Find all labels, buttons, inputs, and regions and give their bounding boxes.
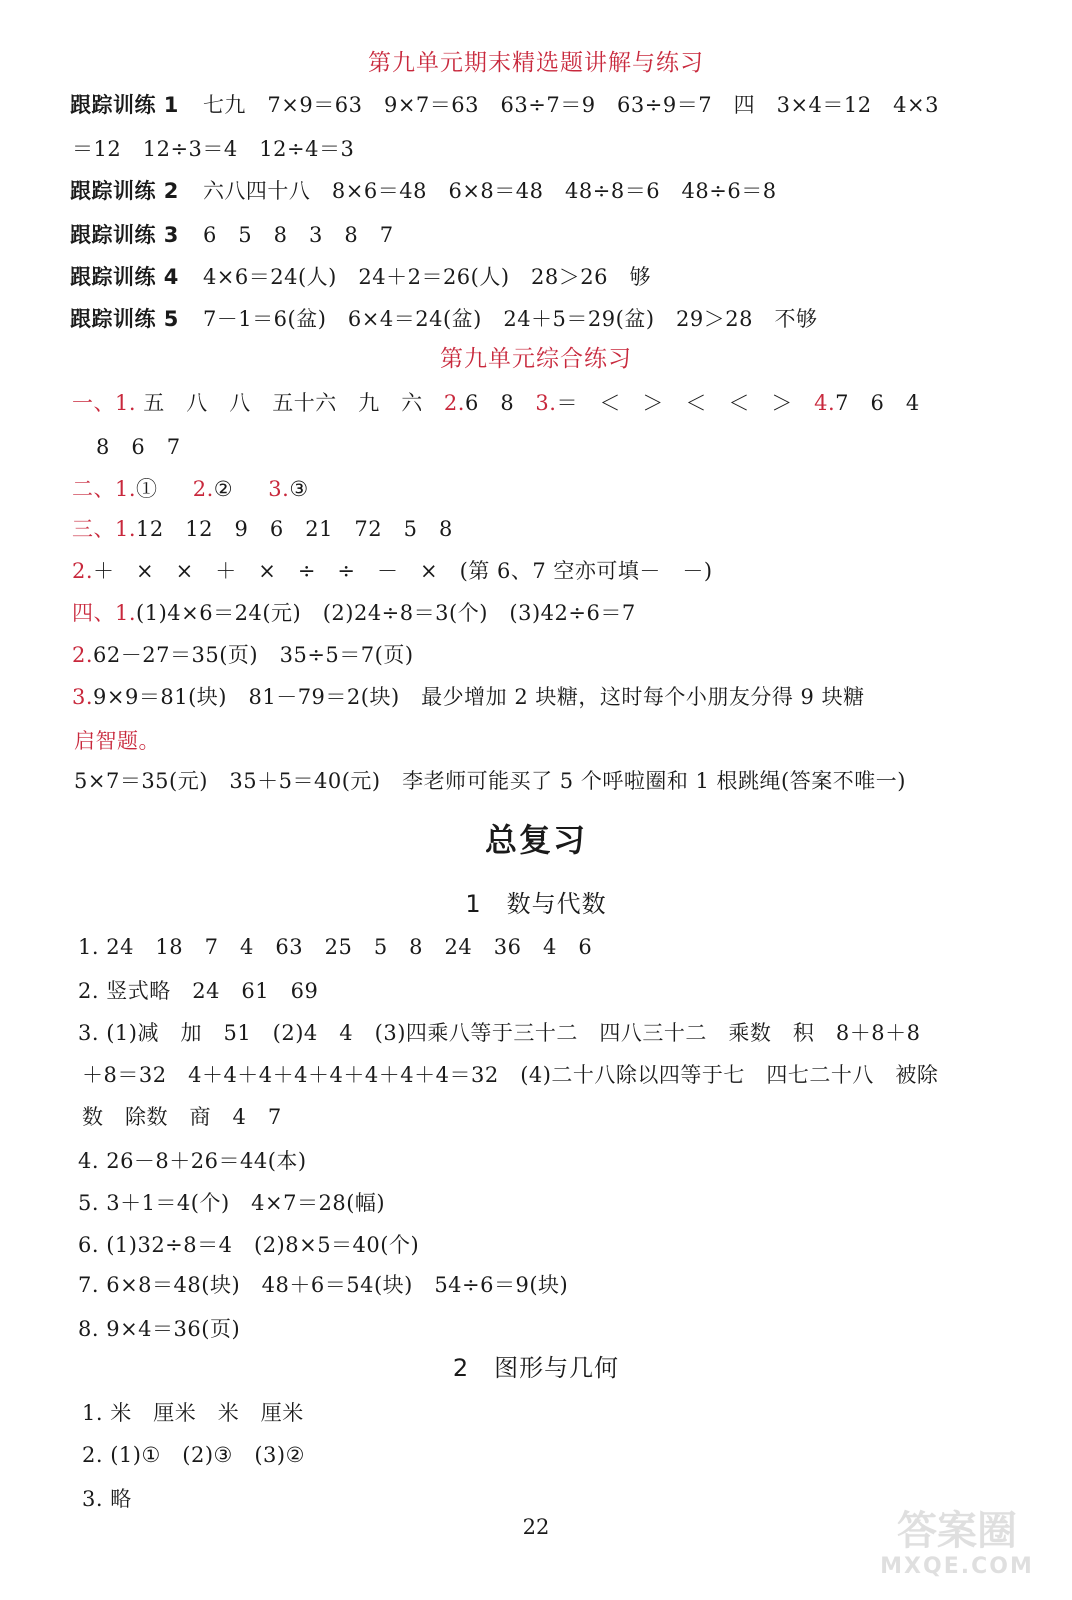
review-part2-title: 2 图形与几何 <box>452 1354 620 1382</box>
watermark <box>862 1508 1052 1588</box>
line-track-1-cont <box>72 134 354 164</box>
line-q1-cont <box>96 432 181 462</box>
bonus-label: 启智题。 <box>74 729 160 753</box>
text-track-1: 七九 7×9＝63 9×7＝63 63÷7＝9 63÷9＝7 四 3×4＝12 4×3 <box>202 93 939 117</box>
line-q4-2 <box>72 640 414 670</box>
q1-marker-2: 2. <box>443 391 465 415</box>
q3-answer-2: ＋ × × ＋ × ÷ ÷ － × (第 6、7 空亦可填－ －) <box>93 559 713 583</box>
label-track-1: 跟踪训练 1 <box>70 93 179 117</box>
review1-line-5: 5. 3＋1＝4(个) 4×7＝28(幅) <box>78 1191 386 1215</box>
review2-line-2: 2. (1)① (2)③ (3)② <box>82 1443 305 1467</box>
q3-marker-2: 2. <box>72 559 94 583</box>
q2-answer-2: ② <box>213 477 234 501</box>
q2-marker-2: 2. <box>192 477 214 501</box>
q3-answer-1: 12 12 9 6 21 72 5 8 <box>136 517 453 541</box>
q1-marker-3: 3. <box>535 391 557 415</box>
line-q1 <box>72 388 920 418</box>
q1-answer-4-cont: 8 6 7 <box>96 435 181 459</box>
q1-marker-4: 4. <box>814 391 836 415</box>
q1-answer-2: 6 8 <box>464 391 515 415</box>
q2-marker: 二、1. <box>72 477 137 501</box>
q2-answer-3: ③ <box>289 477 309 501</box>
page-number: 22 <box>522 1515 550 1539</box>
q4-answer-2: 62－27＝35(页) 35÷5＝7(页) <box>93 643 414 667</box>
line-q4 <box>72 598 636 628</box>
section-title-unit9-practice: 第九单元综合练习 <box>440 346 632 372</box>
review1-line-1: 1. 24 18 7 4 63 25 5 8 24 36 4 6 <box>78 935 593 959</box>
text-track-1-cont: ＝12 12÷3＝4 12÷4＝3 <box>72 137 355 161</box>
label-track-4: 跟踪训练 4 <box>70 265 179 289</box>
label-track-3: 跟踪训练 3 <box>70 223 179 247</box>
q1-answer-3: ＝ ＜ ＞ ＜ ＜ ＞ <box>556 391 793 415</box>
review1-line-8: 8. 9×4＝36(页) <box>78 1317 241 1341</box>
q4-answer-3: 9×9＝81(块) 81－79＝2(块) 最少增加 2 块糖，这时每个小朋友分得 9 块糖 <box>93 685 865 709</box>
q4-marker: 四、1. <box>72 601 137 625</box>
line-q3-2 <box>72 556 713 586</box>
q2-marker-3: 3. <box>268 477 290 501</box>
label-track-2: 跟踪训练 2 <box>70 179 179 203</box>
line-track-4 <box>70 262 651 292</box>
q4-answer-1: (1)4×6＝24(元) (2)24÷8＝3(个) (3)42÷6＝7 <box>136 601 636 625</box>
section-title-unit9-final: 第九单元期末精选题讲解与练习 <box>368 50 704 76</box>
review1-line-2: 2. 竖式略 24 61 69 <box>78 979 319 1003</box>
q1-marker: 一、1. <box>72 391 137 415</box>
review-title: 总复习 <box>484 821 587 859</box>
line-track-5 <box>70 304 817 334</box>
text-track-2: 六八四十八 8×6＝48 6×8＝48 48÷8＝6 48÷6＝8 <box>202 179 777 203</box>
watermark-url: MXQE.COM <box>880 1554 1034 1579</box>
line-track-3 <box>70 220 394 250</box>
review1-line-3: 3. (1)减 加 51 (2)4 4 (3)四乘八等于三十二 四八三十二 乘数 积 8＋8＋8 <box>78 1021 921 1045</box>
line-q4-3 <box>72 682 865 712</box>
q1-answer-1: 五 八 八 五十六 九 六 <box>143 391 423 415</box>
review1-line-6: 6. (1)32÷8＝4 (2)8×5＝40(个) <box>78 1233 420 1257</box>
line-q3 <box>72 514 453 544</box>
q1-answer-4: 7 6 4 <box>835 391 920 415</box>
review1-line-7: 7. 6×8＝48(块) 48＋6＝54(块) 54÷6＝9(块) <box>78 1273 569 1297</box>
line-track-2 <box>70 176 777 206</box>
review1-line-3-cont2: 数 除数 商 4 7 <box>82 1105 282 1129</box>
text-track-4: 4×6＝24(人) 24＋2＝26(人) 28＞26 够 <box>202 265 651 289</box>
review-part1-title: 1 数与代数 <box>465 890 607 918</box>
line-track-1 <box>70 90 939 120</box>
label-track-5: 跟踪训练 5 <box>70 307 179 331</box>
q4-marker-3: 3. <box>72 685 94 709</box>
review2-line-3: 3. 略 <box>82 1487 132 1511</box>
q4-marker-2: 2. <box>72 643 94 667</box>
line-q2 <box>72 474 309 504</box>
q2-answer-1: ① <box>136 477 158 501</box>
watermark-logo: 答案圈 <box>897 1508 1017 1554</box>
review2-line-1: 1. 米 厘米 米 厘米 <box>82 1401 304 1425</box>
q3-marker: 三、1. <box>72 517 137 541</box>
text-track-3: 6 5 8 3 8 7 <box>202 223 394 247</box>
review1-line-3-cont: ＋8＝32 4＋4＋4＋4＋4＋4＋4＋4＝32 (4)二十八除以四等于七 四七二十八 被除 <box>82 1063 939 1087</box>
review1-line-4: 4. 26－8＋26＝44(本) <box>78 1149 307 1173</box>
bonus-answer: 5×7＝35(元) 35＋5＝40(元) 李老师可能买了 5 个呼啦圈和 1 根跳绳(答案不唯一) <box>74 769 906 793</box>
text-track-5: 7－1＝6(盆) 6×4＝24(盆) 24＋5＝29(盆) 29＞28 不够 <box>202 307 818 331</box>
